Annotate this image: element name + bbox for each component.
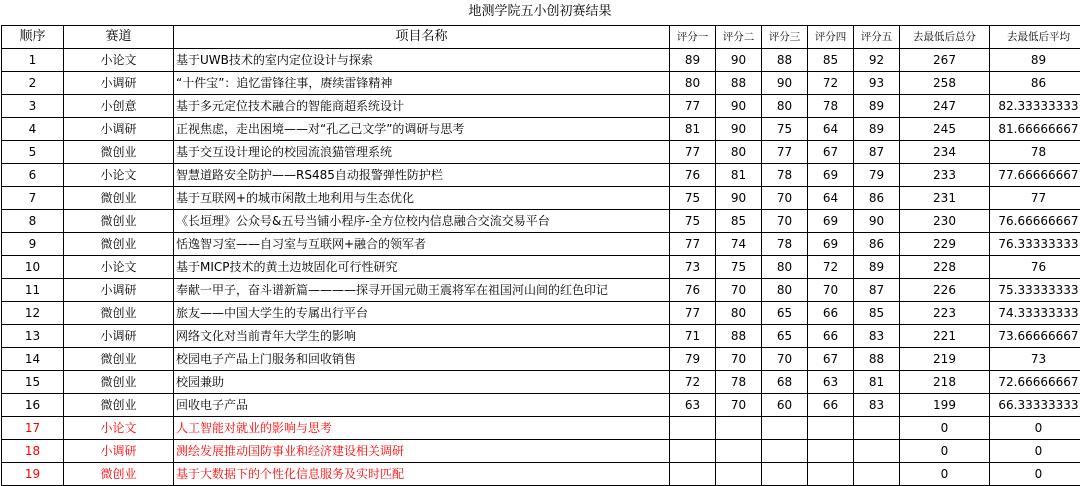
column-header-score4: 评分四 xyxy=(808,26,854,49)
cell-score-4 xyxy=(808,463,854,486)
cell-total: 234 xyxy=(900,141,990,164)
cell-order: 7 xyxy=(2,187,64,210)
cell-track: 微创业 xyxy=(64,141,174,164)
cell-track: 小论文 xyxy=(64,164,174,187)
column-header-total: 去最低后总分 xyxy=(900,26,990,49)
cell-score-4: 70 xyxy=(808,279,854,302)
cell-score-2 xyxy=(716,440,762,463)
column-header-score5: 评分五 xyxy=(854,26,900,49)
cell-order: 17 xyxy=(2,417,64,440)
page-title: 地测学院五小创初赛结果 xyxy=(0,0,1080,25)
cell-total: 229 xyxy=(900,233,990,256)
cell-total: 247 xyxy=(900,95,990,118)
cell-score-1: 77 xyxy=(670,233,716,256)
cell-total: 0 xyxy=(900,440,990,463)
cell-project-name: 基于MICP技术的黄土边坡固化可行性研究 xyxy=(174,256,670,279)
cell-track: 小调研 xyxy=(64,440,174,463)
cell-score-5 xyxy=(854,463,900,486)
cell-score-1: 77 xyxy=(670,302,716,325)
cell-score-4: 66 xyxy=(808,325,854,348)
cell-score-5: 86 xyxy=(854,187,900,210)
cell-order: 19 xyxy=(2,463,64,486)
cell-score-4: 72 xyxy=(808,72,854,95)
cell-average: 73 xyxy=(990,348,1080,371)
cell-score-4: 66 xyxy=(808,394,854,417)
cell-score-5: 83 xyxy=(854,325,900,348)
cell-order: 13 xyxy=(2,325,64,348)
cell-order: 4 xyxy=(2,118,64,141)
cell-score-5: 92 xyxy=(854,49,900,72)
cell-total: 0 xyxy=(900,463,990,486)
cell-score-5: 87 xyxy=(854,279,900,302)
table-row xyxy=(2,302,1080,325)
table-row xyxy=(2,72,1080,95)
table-row xyxy=(2,440,1080,463)
cell-average: 0 xyxy=(990,440,1080,463)
cell-project-name: 测绘发展推动国防事业和经济建设相关调研 xyxy=(174,440,670,463)
column-header-score2: 评分二 xyxy=(716,26,762,49)
cell-score-2: 74 xyxy=(716,233,762,256)
cell-score-2: 81 xyxy=(716,164,762,187)
cell-score-3: 80 xyxy=(762,95,808,118)
cell-score-4: 64 xyxy=(808,118,854,141)
cell-score-4: 67 xyxy=(808,348,854,371)
cell-score-2: 85 xyxy=(716,210,762,233)
cell-order: 8 xyxy=(2,210,64,233)
cell-track: 微创业 xyxy=(64,233,174,256)
cell-average: 0 xyxy=(990,417,1080,440)
cell-score-4: 69 xyxy=(808,233,854,256)
cell-score-2 xyxy=(716,417,762,440)
cell-order: 5 xyxy=(2,141,64,164)
cell-project-name: “十件宝”：追忆雷锋往事，赓续雷锋精神 xyxy=(174,72,670,95)
cell-score-2: 70 xyxy=(716,279,762,302)
cell-score-3 xyxy=(762,463,808,486)
cell-score-2: 90 xyxy=(716,49,762,72)
cell-order: 3 xyxy=(2,95,64,118)
cell-track: 小调研 xyxy=(64,325,174,348)
table-row xyxy=(2,187,1080,210)
results-table xyxy=(1,25,1080,486)
cell-track: 微创业 xyxy=(64,302,174,325)
cell-score-4: 85 xyxy=(808,49,854,72)
cell-score-5: 89 xyxy=(854,256,900,279)
cell-average: 81.66666667 xyxy=(990,118,1080,141)
cell-project-name: 奉献一甲子，奋斗谱新篇————探寻开国元勋王震将军在祖国河山间的红色印记 xyxy=(174,279,670,302)
cell-track: 小创意 xyxy=(64,95,174,118)
cell-track: 小论文 xyxy=(64,49,174,72)
cell-track: 小论文 xyxy=(64,256,174,279)
cell-project-name: 回收电子产品 xyxy=(174,394,670,417)
cell-score-4 xyxy=(808,440,854,463)
cell-score-2: 88 xyxy=(716,325,762,348)
cell-score-2: 70 xyxy=(716,348,762,371)
cell-total: 245 xyxy=(900,118,990,141)
cell-score-5: 87 xyxy=(854,141,900,164)
cell-project-name: 人工智能对就业的影响与思考 xyxy=(174,417,670,440)
table-row xyxy=(2,417,1080,440)
cell-total: 223 xyxy=(900,302,990,325)
table-row xyxy=(2,95,1080,118)
cell-order: 12 xyxy=(2,302,64,325)
cell-average: 76 xyxy=(990,256,1080,279)
cell-track: 小论文 xyxy=(64,417,174,440)
cell-total: 218 xyxy=(900,371,990,394)
table-row xyxy=(2,371,1080,394)
cell-score-5: 83 xyxy=(854,394,900,417)
column-header-score3: 评分三 xyxy=(762,26,808,49)
cell-score-5: 89 xyxy=(854,95,900,118)
cell-project-name: 智慧道路安全防护——RS485自动报警弹性防护栏 xyxy=(174,164,670,187)
cell-score-3: 75 xyxy=(762,118,808,141)
cell-project-name: 基于多元定位技术融合的智能商超系统设计 xyxy=(174,95,670,118)
table-row xyxy=(2,348,1080,371)
cell-order: 15 xyxy=(2,371,64,394)
cell-project-name: 基于互联网+的城市闲散土地利用与生态优化 xyxy=(174,187,670,210)
table-row xyxy=(2,394,1080,417)
cell-score-1: 71 xyxy=(670,325,716,348)
table-row xyxy=(2,49,1080,72)
cell-score-5: 93 xyxy=(854,72,900,95)
cell-score-1: 75 xyxy=(670,210,716,233)
cell-total: 0 xyxy=(900,417,990,440)
cell-score-1: 80 xyxy=(670,72,716,95)
table-row xyxy=(2,463,1080,486)
cell-score-4 xyxy=(808,417,854,440)
cell-score-2: 78 xyxy=(716,371,762,394)
cell-total: 230 xyxy=(900,210,990,233)
cell-total: 267 xyxy=(900,49,990,72)
cell-project-name: 恬逸智习室——自习室与互联网+融合的领军者 xyxy=(174,233,670,256)
cell-track: 微创业 xyxy=(64,463,174,486)
cell-total: 233 xyxy=(900,164,990,187)
cell-total: 231 xyxy=(900,187,990,210)
cell-average: 72.66666667 xyxy=(990,371,1080,394)
cell-score-5: 85 xyxy=(854,302,900,325)
table-row xyxy=(2,325,1080,348)
cell-score-3: 65 xyxy=(762,302,808,325)
cell-average: 89 xyxy=(990,49,1080,72)
cell-score-4: 63 xyxy=(808,371,854,394)
cell-score-1 xyxy=(670,417,716,440)
cell-score-5: 90 xyxy=(854,210,900,233)
cell-score-2: 70 xyxy=(716,394,762,417)
column-header-name: 项目名称 xyxy=(174,26,670,49)
cell-score-5: 88 xyxy=(854,348,900,371)
cell-track: 微创业 xyxy=(64,371,174,394)
cell-score-2: 75 xyxy=(716,256,762,279)
cell-order: 2 xyxy=(2,72,64,95)
cell-score-3: 77 xyxy=(762,141,808,164)
cell-score-2: 80 xyxy=(716,141,762,164)
cell-score-3: 88 xyxy=(762,49,808,72)
table-row xyxy=(2,256,1080,279)
cell-average: 0 xyxy=(990,463,1080,486)
cell-score-2: 90 xyxy=(716,118,762,141)
cell-score-5: 86 xyxy=(854,233,900,256)
table-body xyxy=(2,49,1080,486)
cell-total: 221 xyxy=(900,325,990,348)
cell-score-5: 79 xyxy=(854,164,900,187)
cell-total: 228 xyxy=(900,256,990,279)
cell-total: 219 xyxy=(900,348,990,371)
cell-order: 14 xyxy=(2,348,64,371)
header-row xyxy=(2,26,1080,49)
cell-project-name: 基于UWB技术的室内定位设计与探索 xyxy=(174,49,670,72)
cell-score-1 xyxy=(670,463,716,486)
cell-track: 微创业 xyxy=(64,210,174,233)
cell-score-3: 90 xyxy=(762,72,808,95)
cell-average: 75.33333333 xyxy=(990,279,1080,302)
cell-order: 18 xyxy=(2,440,64,463)
cell-score-3: 70 xyxy=(762,348,808,371)
cell-score-5 xyxy=(854,440,900,463)
column-header-track: 赛道 xyxy=(64,26,174,49)
cell-score-1: 77 xyxy=(670,95,716,118)
cell-score-1: 81 xyxy=(670,118,716,141)
cell-project-name: 校园兼助 xyxy=(174,371,670,394)
cell-average: 73.66666667 xyxy=(990,325,1080,348)
cell-order: 11 xyxy=(2,279,64,302)
cell-score-3: 68 xyxy=(762,371,808,394)
cell-track: 小调研 xyxy=(64,279,174,302)
cell-project-name: 基于交互设计理论的校园流浪猫管理系统 xyxy=(174,141,670,164)
cell-order: 6 xyxy=(2,164,64,187)
table-row xyxy=(2,279,1080,302)
column-header-score1: 评分一 xyxy=(670,26,716,49)
cell-score-3: 78 xyxy=(762,164,808,187)
cell-project-name: 网络文化对当前青年大学生的影响 xyxy=(174,325,670,348)
cell-score-1: 89 xyxy=(670,49,716,72)
cell-score-1: 77 xyxy=(670,141,716,164)
cell-score-3 xyxy=(762,440,808,463)
cell-average: 76.66666667 xyxy=(990,210,1080,233)
cell-score-1: 63 xyxy=(670,394,716,417)
cell-score-2 xyxy=(716,463,762,486)
cell-score-5: 81 xyxy=(854,371,900,394)
cell-order: 16 xyxy=(2,394,64,417)
cell-score-3: 70 xyxy=(762,210,808,233)
table-row xyxy=(2,233,1080,256)
table-header xyxy=(2,26,1080,49)
cell-score-3: 80 xyxy=(762,279,808,302)
cell-project-name: 《长垣理》公众号&五号当铺小程序-全方位校内信息融合交流交易平台 xyxy=(174,210,670,233)
cell-project-name: 校园电子产品上门服务和回收销售 xyxy=(174,348,670,371)
cell-score-3: 70 xyxy=(762,187,808,210)
column-header-order: 顺序 xyxy=(2,26,64,49)
cell-average: 76.33333333 xyxy=(990,233,1080,256)
cell-score-4: 66 xyxy=(808,302,854,325)
cell-score-4: 72 xyxy=(808,256,854,279)
cell-average: 82.33333333 xyxy=(990,95,1080,118)
cell-average: 66.33333333 xyxy=(990,394,1080,417)
cell-score-2: 90 xyxy=(716,95,762,118)
cell-total: 226 xyxy=(900,279,990,302)
cell-score-1 xyxy=(670,440,716,463)
cell-score-4: 69 xyxy=(808,210,854,233)
table-row xyxy=(2,210,1080,233)
cell-average: 74.33333333 xyxy=(990,302,1080,325)
table-row xyxy=(2,141,1080,164)
cell-order: 9 xyxy=(2,233,64,256)
cell-score-2: 90 xyxy=(716,187,762,210)
cell-score-5 xyxy=(854,417,900,440)
cell-score-4: 64 xyxy=(808,187,854,210)
column-header-average: 去最低后平均 xyxy=(990,26,1080,49)
cell-average: 77.66666667 xyxy=(990,164,1080,187)
cell-order: 1 xyxy=(2,49,64,72)
cell-score-3: 80 xyxy=(762,256,808,279)
cell-score-2: 80 xyxy=(716,302,762,325)
cell-score-3: 78 xyxy=(762,233,808,256)
cell-score-5: 89 xyxy=(854,118,900,141)
cell-score-3 xyxy=(762,417,808,440)
cell-order: 10 xyxy=(2,256,64,279)
cell-total: 199 xyxy=(900,394,990,417)
cell-project-name: 基于大数据下的个性化信息服务及实时匹配 xyxy=(174,463,670,486)
cell-track: 微创业 xyxy=(64,187,174,210)
cell-project-name: 正视焦虑，走出困境——对“孔乙己文学”的调研与思考 xyxy=(174,118,670,141)
cell-score-4: 67 xyxy=(808,141,854,164)
cell-track: 微创业 xyxy=(64,394,174,417)
cell-average: 86 xyxy=(990,72,1080,95)
cell-score-3: 65 xyxy=(762,325,808,348)
cell-score-4: 78 xyxy=(808,95,854,118)
cell-score-1: 76 xyxy=(670,279,716,302)
cell-score-2: 88 xyxy=(716,72,762,95)
table-row xyxy=(2,164,1080,187)
cell-project-name: 旅友——中国大学生的专属出行平台 xyxy=(174,302,670,325)
cell-track: 微创业 xyxy=(64,348,174,371)
cell-score-1: 73 xyxy=(670,256,716,279)
cell-average: 78 xyxy=(990,141,1080,164)
cell-score-3: 60 xyxy=(762,394,808,417)
cell-score-1: 79 xyxy=(670,348,716,371)
cell-track: 小调研 xyxy=(64,118,174,141)
cell-total: 258 xyxy=(900,72,990,95)
cell-score-1: 75 xyxy=(670,187,716,210)
cell-score-1: 72 xyxy=(670,371,716,394)
cell-score-4: 69 xyxy=(808,164,854,187)
cell-score-1: 76 xyxy=(670,164,716,187)
table-row xyxy=(2,118,1080,141)
cell-track: 小调研 xyxy=(64,72,174,95)
cell-average: 77 xyxy=(990,187,1080,210)
